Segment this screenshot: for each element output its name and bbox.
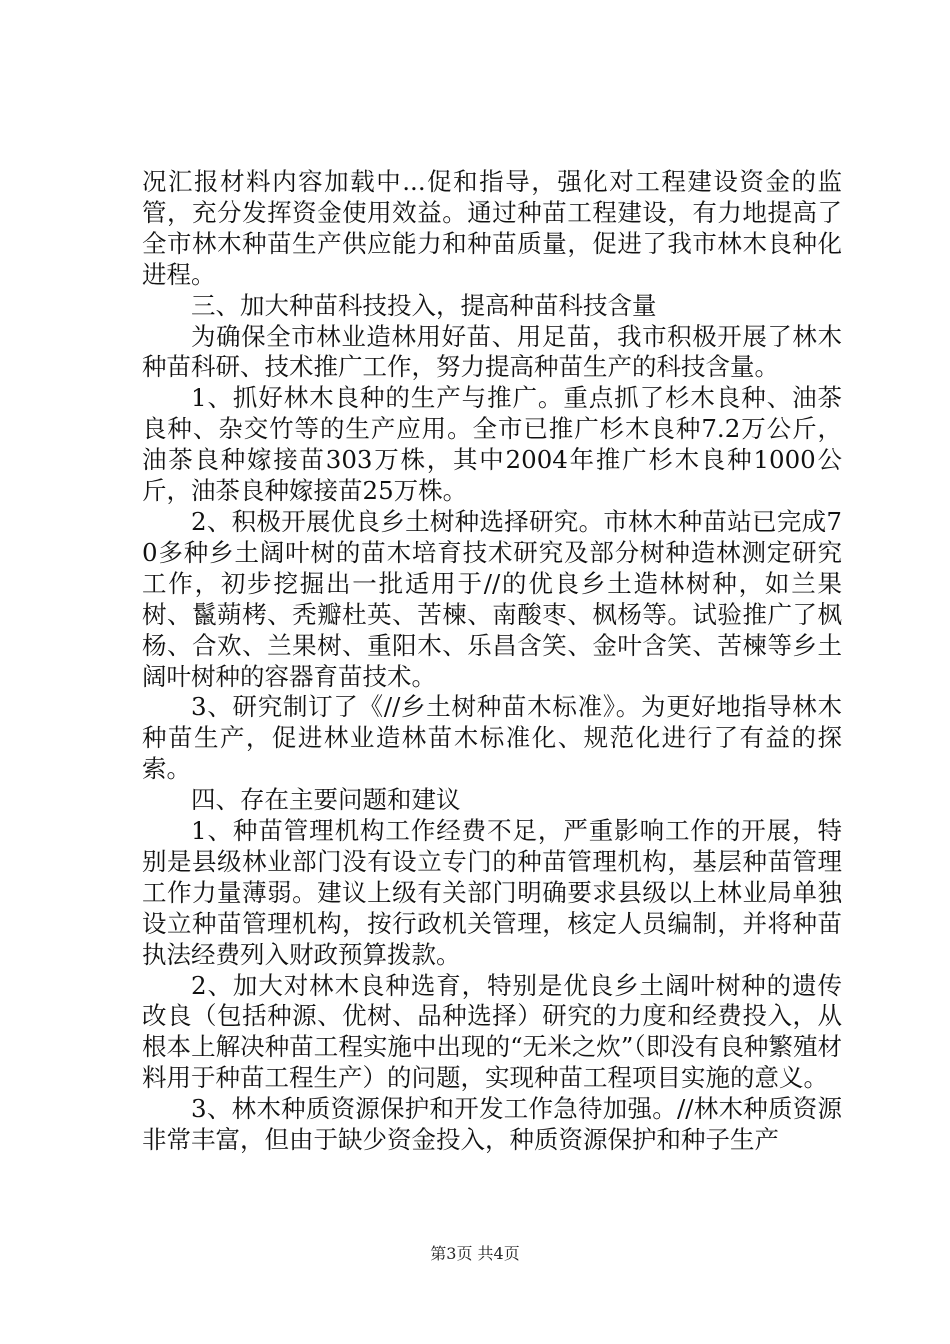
- section-heading-3: 三、加大种苗科技投入，提高种苗科技含量: [191, 290, 657, 320]
- body-text: [142, 167, 842, 1156]
- paragraph-continuation: 况汇报材料内容加载中...促和指导，强化对工程建设资金的监管，充分发挥资金使用效益。通过种苗工程建设，有力地提高了全市林木种苗生产供应能力和种苗质量，促进了我市林木良种化进程。: [142, 167, 842, 289]
- page-number-footer: 第3页 共4页: [430, 1244, 520, 1263]
- paragraph-intro: 为确保全市林业造林用好苗、用足苗，我市积极开展了林木种苗科研、技术推广工作，努力提高种苗生产的科技含量。: [142, 321, 842, 382]
- paragraph-problem-3: 3、林木种质资源保护和开发工作急待加强。//林木种质资源非常丰富，但由于缺少资金投入，种质资源保护和种子生产: [142, 1094, 842, 1155]
- paragraph-item-2: 2、积极开展优良乡土树种选择研究。市林木种苗站已完成70多种乡土阔叶树的苗木培育技术研究及部分树种造林测定研究工作，初步挖掘出一批适用于//的优良乡土造林树种，如兰果树、鬣蒴栲、秃瓣杜英、苦楝、南酸枣、枫杨等。试验推广了枫杨、合欢、兰果树、重阳木、乐昌含笑、金叶含笑、苦楝等乡土阔叶树种的容器育苗技术。: [142, 506, 842, 691]
- section-heading-4: 四、存在主要问题和建议: [191, 785, 461, 815]
- paragraph-item-1: 1、抓好林木良种的生产与推广。重点抓了杉木良种、油茶良种、杂交竹等的生产应用。全市已推广杉木良种7.2万公斤，油茶良种嫁接苗303万株，其中2004年推广杉木良种1000公斤，油茶良种嫁接苗25万株。: [142, 383, 842, 506]
- paragraph-item-3: 3、研究制订了《//乡土树种苗木标准》。为更好地指导林木种苗生产，促进林业造林苗木标准化、规范化进行了有益的探索。: [142, 692, 842, 784]
- paragraph-problem-2: 2、加大对林木良种选育，特别是优良乡土阔叶树种的遗传改良（包括种源、优树、品种选择）研究的力度和经费投入，从根本上解决种苗工程实施中出现的“无米之炊”（即没有良种繁殖材料用于种苗工程生产）的问题，实现种苗工程项目实施的意义。: [142, 970, 842, 1093]
- paragraph-problem-1: 1、种苗管理机构工作经费不足，严重影响工作的开展，特别是县级林业部门没有设立专门的种苗管理机构，基层种苗管理工作力量薄弱。建议上级有关部门明确要求县级以上林业局单独设立种苗管理机构，按行政机关管理，核定人员编制，并将种苗执法经费列入财政预算拨款。: [142, 816, 842, 969]
